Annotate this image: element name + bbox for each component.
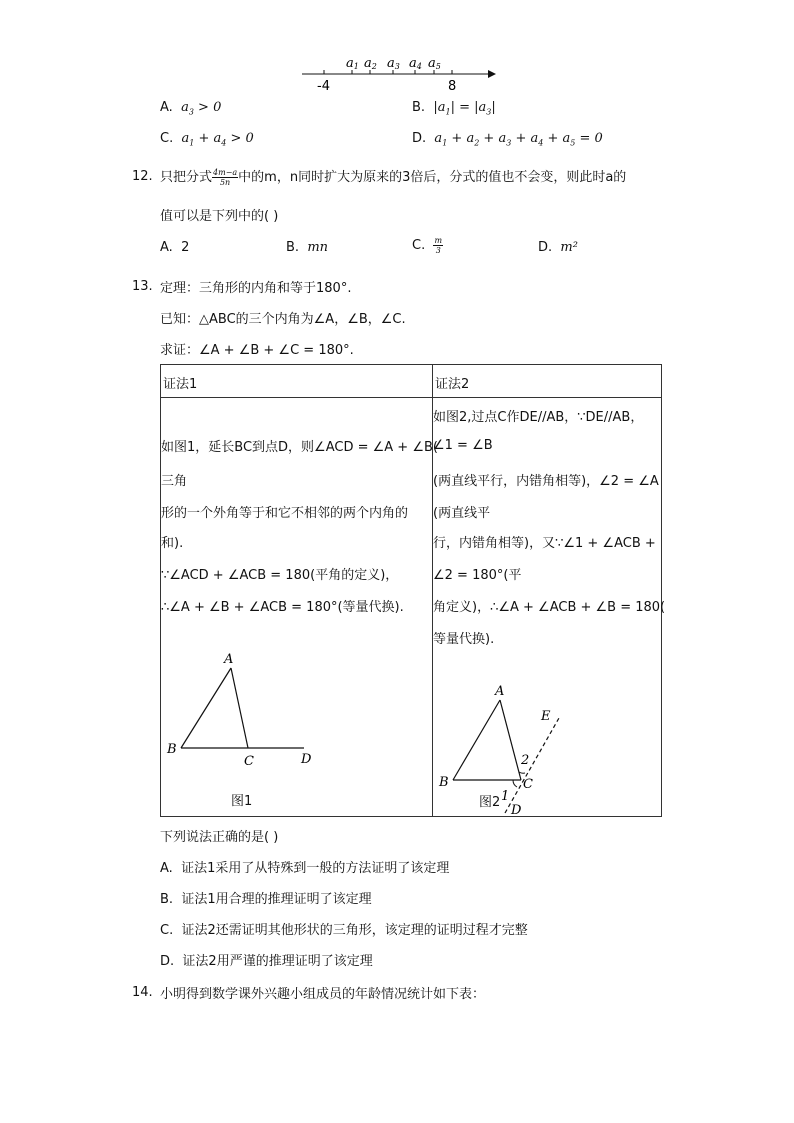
q13-option-a: A. 证法1采用了从特殊到一般的方法证明了该定理	[160, 861, 450, 876]
figure-1	[161, 623, 321, 773]
q12-option-b: B. mn	[286, 240, 329, 255]
proof-cell-2	[433, 398, 666, 818]
proof2-line: 如图2,过点C作DE//AB，∵DE//AB，	[433, 410, 644, 425]
q11-option-d: D. $a_1 + a_2 + a_3 + a_4 + a_5 = 0$	[412, 131, 603, 148]
q12-option-d: D. m²	[538, 240, 578, 255]
proof1-line: ∵∠ACD + ∠ACB = 180(平角的定义)，	[161, 568, 399, 583]
fig1-label-a: A	[224, 652, 234, 667]
fig1-side-ab	[181, 668, 231, 748]
proof-table	[160, 364, 666, 818]
q11-option-b-text: $|a_1| = |a_3|$	[433, 100, 496, 117]
proof1-line: 形的一个外角等于和它不相邻的两个内角的	[161, 506, 409, 521]
fig1-side-ac	[231, 668, 248, 748]
q12-option-c: C. $\frac{m}{3}$	[412, 236, 443, 255]
q13-question: 下列说法正确的是( )	[160, 830, 279, 845]
q11-option-b: B. $|a_1| = |a_3|$	[412, 100, 496, 117]
q13-option-d: D. 证法2用严谨的推理证明了该定理	[160, 954, 373, 969]
proof2-line: 等量代换).	[433, 632, 495, 647]
label-a1: a1	[346, 56, 359, 71]
fig1-label-c: C	[244, 754, 254, 769]
fig2-line-de	[505, 718, 559, 813]
proof1-line: ∴∠A + ∠B + ∠ACB = 180°(等量代换).	[161, 600, 404, 615]
fig2-label-e: E	[541, 709, 551, 724]
q12-line2: 值可以是下列中的( )	[160, 209, 279, 224]
fig2-side-ac	[500, 700, 521, 780]
label-8: 8	[448, 79, 457, 94]
q11-option-c: C. $a_1 + a_4 > 0$	[160, 131, 254, 148]
label-a3: a3	[387, 56, 400, 71]
fig1-label-b: B	[167, 742, 177, 757]
proof2-line: ∠2 = 180°(平	[433, 568, 522, 583]
q13-theorem: 定理：三角形的内角和等于180°.	[160, 281, 352, 296]
fig2-angle-1-arc	[513, 780, 517, 787]
q14-number: 14.	[132, 985, 153, 1000]
q13-prove: 求证：∠A + ∠B + ∠C = 180°.	[160, 343, 354, 358]
q12-option-a: A. 2	[160, 240, 190, 255]
proof2-line: 行，内错角相等)，又∵∠1 + ∠ACB +	[433, 536, 656, 551]
label-a2: a2	[364, 56, 377, 71]
q13-option-b: B. 证法1用合理的推理证明了该定理	[160, 892, 372, 907]
proof1-line: 和).	[161, 536, 184, 551]
label-minus4: -4	[317, 79, 330, 94]
fig2-caption: 图2	[479, 795, 501, 810]
proof2-line: 角定义)，∴∠A + ∠ACB + ∠B = 180(	[433, 600, 666, 615]
q12-fraction: $\frac{4m-a}{5n}$	[213, 168, 238, 187]
q12-option-c-fraction: $\frac{m}{3}$	[434, 236, 443, 255]
q11-option-d-text: $a_1 + a_2 + a_3 + a_4 + a_5 = 0$	[434, 131, 603, 148]
fig2-angle-2-arc	[519, 772, 525, 773]
proof2-line: (两直线平行，内错角相等)，∠2 = ∠A	[433, 474, 659, 489]
q12-line1: 只把分式 $\frac{4m-a}{5n}$ 中的m，n同时扩大为原来的3倍后，分式的值也不会变，则此时a的	[160, 168, 627, 187]
q11-option-c-text: $a_1 + a_4 > 0$	[181, 131, 254, 148]
q11-option-a: A. $a_3 > 0$	[160, 100, 222, 117]
q13-number: 13.	[132, 279, 153, 294]
proof1-line: 如图1，延长BC到点D，则∠ACD = ∠A + ∠B(	[161, 440, 438, 455]
fig2-label-c: C	[523, 777, 533, 792]
q12-number: 12.	[132, 169, 153, 184]
fig2-side-ab	[453, 700, 500, 780]
arrow-right-icon	[488, 70, 496, 78]
fig2-label-a: A	[495, 684, 505, 699]
fig1-caption-text: 图1	[231, 794, 253, 809]
proof2-line: (两直线平	[433, 506, 491, 521]
proof2-line: ∠1 = ∠B	[433, 438, 493, 453]
fig2-label-d: D	[511, 803, 522, 818]
fig1-label-d: D	[301, 752, 312, 767]
q11-option-a-text: $a_3 > 0$	[181, 100, 222, 117]
proof1-line: 三角	[161, 474, 188, 489]
number-line	[300, 52, 496, 96]
fig2-label-1: 1	[501, 789, 510, 804]
q14-text: 小明得到数学课外兴趣小组成员的年龄情况统计如下表：	[160, 987, 486, 1002]
label-a4: a4	[409, 56, 422, 71]
fig2-label-b: B	[439, 775, 449, 790]
q13-known: 已知：△ABC的三个内角为∠A，∠B，∠C.	[160, 312, 406, 327]
fig2-label-2: 2	[521, 753, 530, 768]
proof-header-2: 证法2	[433, 365, 662, 398]
proof-cell-1	[161, 398, 438, 817]
q13-option-c: C. 证法2还需证明其他形状的三角形，该定理的证明过程才完整	[160, 923, 528, 938]
label-a5: a5	[428, 56, 441, 71]
proof-header-1: 证法1	[161, 365, 433, 398]
